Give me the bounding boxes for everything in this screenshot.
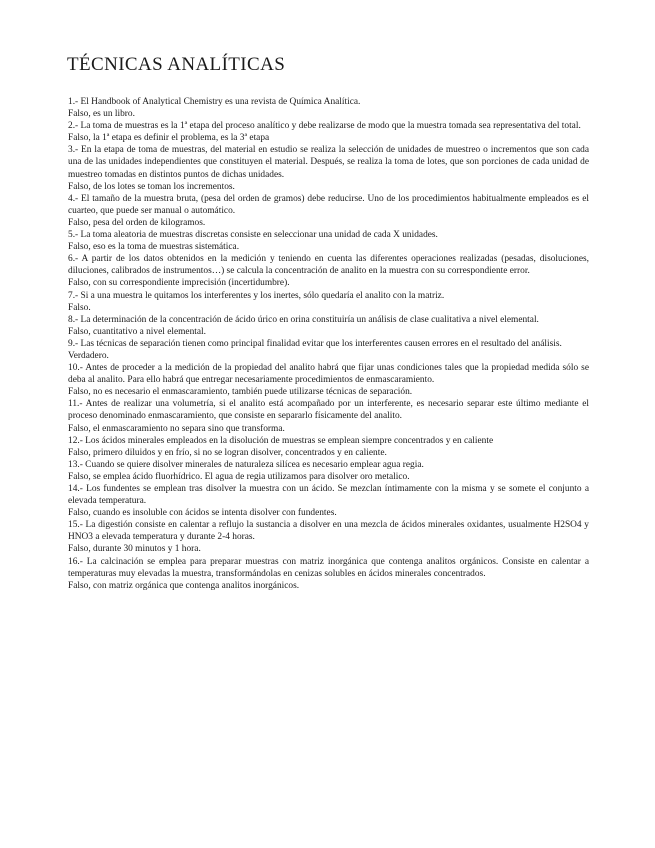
answer-text: Falso, el enmascaramiento no separa sino que transforma. (68, 423, 285, 434)
question-item (68, 459, 589, 483)
question-item (68, 398, 589, 434)
answer-text: Falso, con matriz orgánica que contenga analitos inorgánicos. (68, 580, 300, 591)
question-text: 3.- En la etapa de toma de muestras, del material en estudio se realiza la selección de unidades de muestreo o incrementos que son cada una de las unidades independientes que constituyen el material. Después, se realiza la toma de lotes, que son porciones de cada unidad de muestreo tomadas en distintos puntos de dichas unidades. (68, 145, 589, 180)
answer-text: Falso, de los lotes se toman los incrementos. (68, 181, 235, 192)
answer-text: Falso, cuantitativo a nivel elemental. (68, 326, 206, 337)
question-item (68, 435, 589, 459)
answer-text: Falso, se emplea ácido fluorhídrico. El agua de regia utilizamos para disolver oro metalico. (68, 471, 410, 482)
question-text: 10.- Antes de proceder a la medición de la propiedad del analito habrá que fijar unas condiciones tales que la propiedad medida sólo se deba al analito. Para ello habrá que entregar necesariamente procedimientos de enmascaramiento. (68, 363, 589, 386)
question-item (68, 229, 589, 253)
question-text: 14.- Los fundentes se emplean tras disolver la muestra con un ácido. Se mezclan íntimamente con la misma y se somete el conjunto a elevada temperatura. (68, 484, 589, 507)
answer-text: Falso, no es necesario el enmascaramiento, también puede utilizarse técnicas de separación. (68, 387, 413, 398)
answer-text: Falso, con su correspondiente imprecisión (incertidumbre). (68, 278, 290, 289)
answer-text: Falso. (68, 302, 91, 313)
question-item (68, 314, 589, 338)
question-item (68, 338, 589, 362)
question-text: 15.- La digestión consiste en calentar a reflujo la sustancia a disolver en una mezcla de ácidos minerales oxidantes, usualmente H2SO4 y HNO3 a elevada temperatura y durante 2-4 horas. (68, 520, 589, 543)
question-item (68, 483, 589, 519)
page-title: TÉCNICAS ANALÍTICAS (67, 54, 286, 75)
questions-list (68, 96, 589, 592)
question-text: 9.- Las técnicas de separación tienen como principal finalidad evitar que los interferentes causen errores en el resultado del análisis. (68, 338, 562, 349)
question-item (68, 120, 589, 144)
question-item (68, 253, 589, 289)
question-text: 6.- A partir de los datos obtenidos en la medición y teniendo en cuenta las diferentes operaciones realizadas (pesadas, disoluciones, diluciones, calibrados de instrumentos…) se calcula la concentración de analito en la muestra con su correspondiente error. (68, 254, 589, 277)
question-item (68, 290, 589, 314)
answer-text: Verdadero. (68, 350, 109, 361)
question-text: 12.- Los ácidos minerales empleados en la disolución de muestras se emplean siempre concentrados y en caliente (68, 435, 494, 446)
question-text: 13.- Cuando se quiere disolver minerales de naturaleza silícea es necesario emplear agua regia. (68, 459, 424, 470)
answer-text: Falso, primero diluidos y en frío, si no se logran disolver, concentrados y en caliente. (68, 447, 387, 458)
answer-text: Falso, es un libro. (68, 109, 135, 120)
question-text: 4.- El tamaño de la muestra bruta, (pesa del orden de gramos) debe reducirse. Uno de los procedimientos habitualmente empleados es el cuarteo, que puede ser manual o automático. (68, 193, 589, 216)
question-item (68, 519, 589, 555)
question-item (68, 96, 589, 120)
question-item (68, 362, 589, 398)
question-text: 2.- La toma de muestras es la 1ª etapa del proceso analítico y debe realizarse de modo que la muestra tomada sea representativa del total. (68, 121, 581, 132)
answer-text: Falso, eso es la toma de muestras sistemática. (68, 242, 240, 253)
question-text: 7.- Si a una muestra le quitamos los interferentes y los inertes, sólo quedaría el analito con la matriz. (68, 290, 445, 301)
question-text: 1.- El Handbook of Analytical Chemistry es una revista de Química Analítica. (68, 97, 361, 107)
answer-text: Falso, pesa del orden de kilogramos. (68, 217, 206, 228)
answer-text: Falso, la 1ª etapa es definir el problema, es la 3ª etapa (68, 133, 270, 144)
question-text: 8.- La determinación de la concentración de ácido úrico en orina constituiría un análisis de clase cualitativa a nivel elemental. (68, 314, 539, 325)
answer-text: Falso, cuando es insoluble con ácidos se intenta disolver con fundentes. (68, 508, 337, 519)
answer-text: Falso, durante 30 minutos y 1 hora. (68, 544, 201, 555)
question-item (68, 144, 589, 192)
question-item (68, 193, 589, 229)
question-text: 16.- La calcinación se emplea para preparar muestras con matriz inorgánica que contenga analitos orgánicos. Consiste en calentar a temperaturas muy elevadas la muestra, transformándolas en cenizas solubles en ácidos minerales concentrados. (68, 556, 589, 579)
question-text: 11.- Antes de realizar una volumetría, si el analito está acompañado por un interferente, es necesario separar este último mediante el proceso denominado enmascaramiento, que consiste en separarlo físicamente del analito. (68, 399, 589, 422)
question-item (68, 556, 589, 592)
question-text: 5.- La toma aleatoria de muestras discretas consiste en seleccionar una unidad de cada X unidades. (68, 230, 438, 241)
